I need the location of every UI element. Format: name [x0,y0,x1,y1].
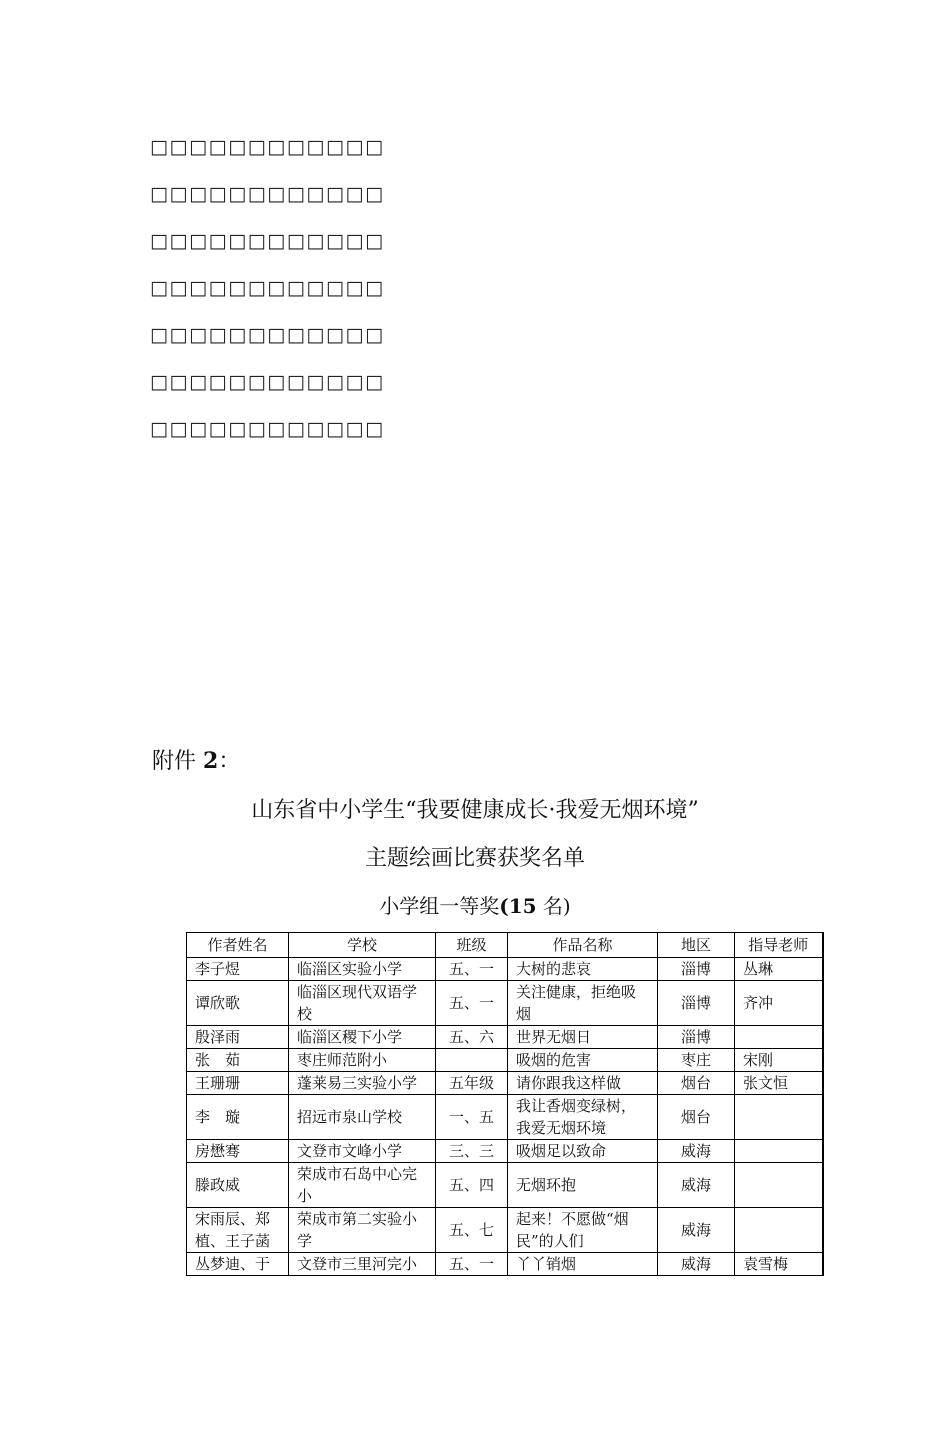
section-prefix: 小学组一等奖 [379,894,500,918]
table-row [187,981,823,1026]
cell-name: 谭欣歌 [187,981,289,1026]
table-row [187,1072,823,1095]
cell-teacher [735,1140,823,1163]
table-row [187,1163,823,1208]
section-count: (15 [499,894,537,918]
cell-name: 宋雨辰、郑植、王子菡 [187,1208,289,1253]
cell-work-title: 我让香烟变绿树，我爱无烟环境 [508,1095,658,1140]
cell-name: 殷泽雨 [187,1026,289,1049]
section-heading [0,890,950,919]
header-school: 学校 [289,933,436,958]
attachment-label [152,744,240,775]
cell-region: 烟台 [658,1072,735,1095]
table-header-row [187,933,823,958]
cell-school: 文登市三里河完小 [289,1253,436,1276]
cell-region: 威海 [658,1140,735,1163]
awards-table [186,932,824,1276]
cell-class: 五年级 [436,1072,508,1095]
cell-name: 滕政威 [187,1163,289,1208]
attachment-prefix: 附件 [152,749,203,774]
cell-work-title: 吸烟足以致命 [508,1140,658,1163]
cell-class: 一、五 [436,1095,508,1140]
cell-work-title: 丫丫销烟 [508,1253,658,1276]
cell-class [436,1049,508,1072]
header-class: 班级 [436,933,508,958]
attachment-number: 2 [203,748,219,774]
table-row [187,1095,823,1140]
cell-region: 威海 [658,1253,735,1276]
cell-region: 淄博 [658,981,735,1026]
cell-region: 烟台 [658,1095,735,1140]
cell-school: 临淄区实验小学 [289,958,436,981]
cell-name: 张 茹 [187,1049,289,1072]
table-row [187,1049,823,1072]
cell-school: 招远市泉山学校 [289,1095,436,1140]
cell-work-title: 世界无烟日 [508,1026,658,1049]
cell-teacher: 宋刚 [735,1049,823,1072]
cell-class: 五、一 [436,981,508,1026]
cell-class: 五、四 [436,1163,508,1208]
header-name: 作者姓名 [187,933,289,958]
cell-class: 五、一 [436,958,508,981]
cell-teacher: 袁雪梅 [735,1253,823,1276]
attachment-suffix: ： [218,749,241,774]
cell-teacher: 张文恒 [735,1072,823,1095]
document-title-line1: 山东省中小学生“我要健康成长·我爱无烟环境” [251,798,699,823]
garbled-line: □□□□□□□□□□□□ [150,136,385,158]
cell-name: 李 璇 [187,1095,289,1140]
cell-work-title: 吸烟的危害 [508,1049,658,1072]
table-row [187,1253,823,1276]
cell-school: 蓬莱易三实验小学 [289,1072,436,1095]
garbled-line: □□□□□□□□□□□□ [150,371,385,393]
cell-work-title: 关注健康，拒绝吸烟 [508,981,658,1026]
header-teacher: 指导老师 [735,933,823,958]
table-row [187,1026,823,1049]
cell-region: 淄博 [658,958,735,981]
cell-region: 威海 [658,1163,735,1208]
cell-teacher [735,1163,823,1208]
cell-class: 五、一 [436,1253,508,1276]
header-work-title: 作品名称 [508,933,658,958]
garbled-line: □□□□□□□□□□□□ [150,230,385,252]
cell-school: 文登市文峰小学 [289,1140,436,1163]
cell-name: 王珊珊 [187,1072,289,1095]
cell-school: 临淄区现代双语学校 [289,981,436,1026]
garbled-line: □□□□□□□□□□□□ [150,418,385,440]
cell-class: 五、六 [436,1026,508,1049]
cell-work-title: 无烟环抱 [508,1163,658,1208]
cell-work-title: 请你跟我这样做 [508,1072,658,1095]
cell-school: 临淄区稷下小学 [289,1026,436,1049]
cell-work-title: 大树的悲哀 [508,958,658,981]
cell-name: 李子煜 [187,958,289,981]
cell-class: 三、三 [436,1140,508,1163]
cell-teacher: 齐冲 [735,981,823,1026]
cell-teacher [735,1026,823,1049]
cell-region: 淄博 [658,1026,735,1049]
table-row [187,1208,823,1253]
cell-region: 威海 [658,1208,735,1253]
cell-work-title: 起来！不愿做“烟民”的人们 [508,1208,658,1253]
garbled-line: □□□□□□□□□□□□ [150,277,385,299]
table-row [187,1140,823,1163]
cell-name: 丛梦迪、于 [187,1253,289,1276]
cell-teacher: 丛琳 [735,958,823,981]
header-region: 地区 [658,933,735,958]
cell-region: 枣庄 [658,1049,735,1072]
cell-teacher [735,1208,823,1253]
cell-school: 枣庄师范附小 [289,1049,436,1072]
table-row [187,958,823,981]
cell-name: 房懋骞 [187,1140,289,1163]
cell-teacher [735,1095,823,1140]
garbled-line: □□□□□□□□□□□□ [150,183,385,205]
document-title-line2: 主题绘画比赛获奖名单 [364,846,585,871]
cell-class: 五、七 [436,1208,508,1253]
cell-school: 荣成市石岛中心完小 [289,1163,436,1208]
garbled-line: □□□□□□□□□□□□ [150,324,385,346]
cell-school: 荣成市第二实验小学 [289,1208,436,1253]
section-suffix: 名) [536,894,571,918]
